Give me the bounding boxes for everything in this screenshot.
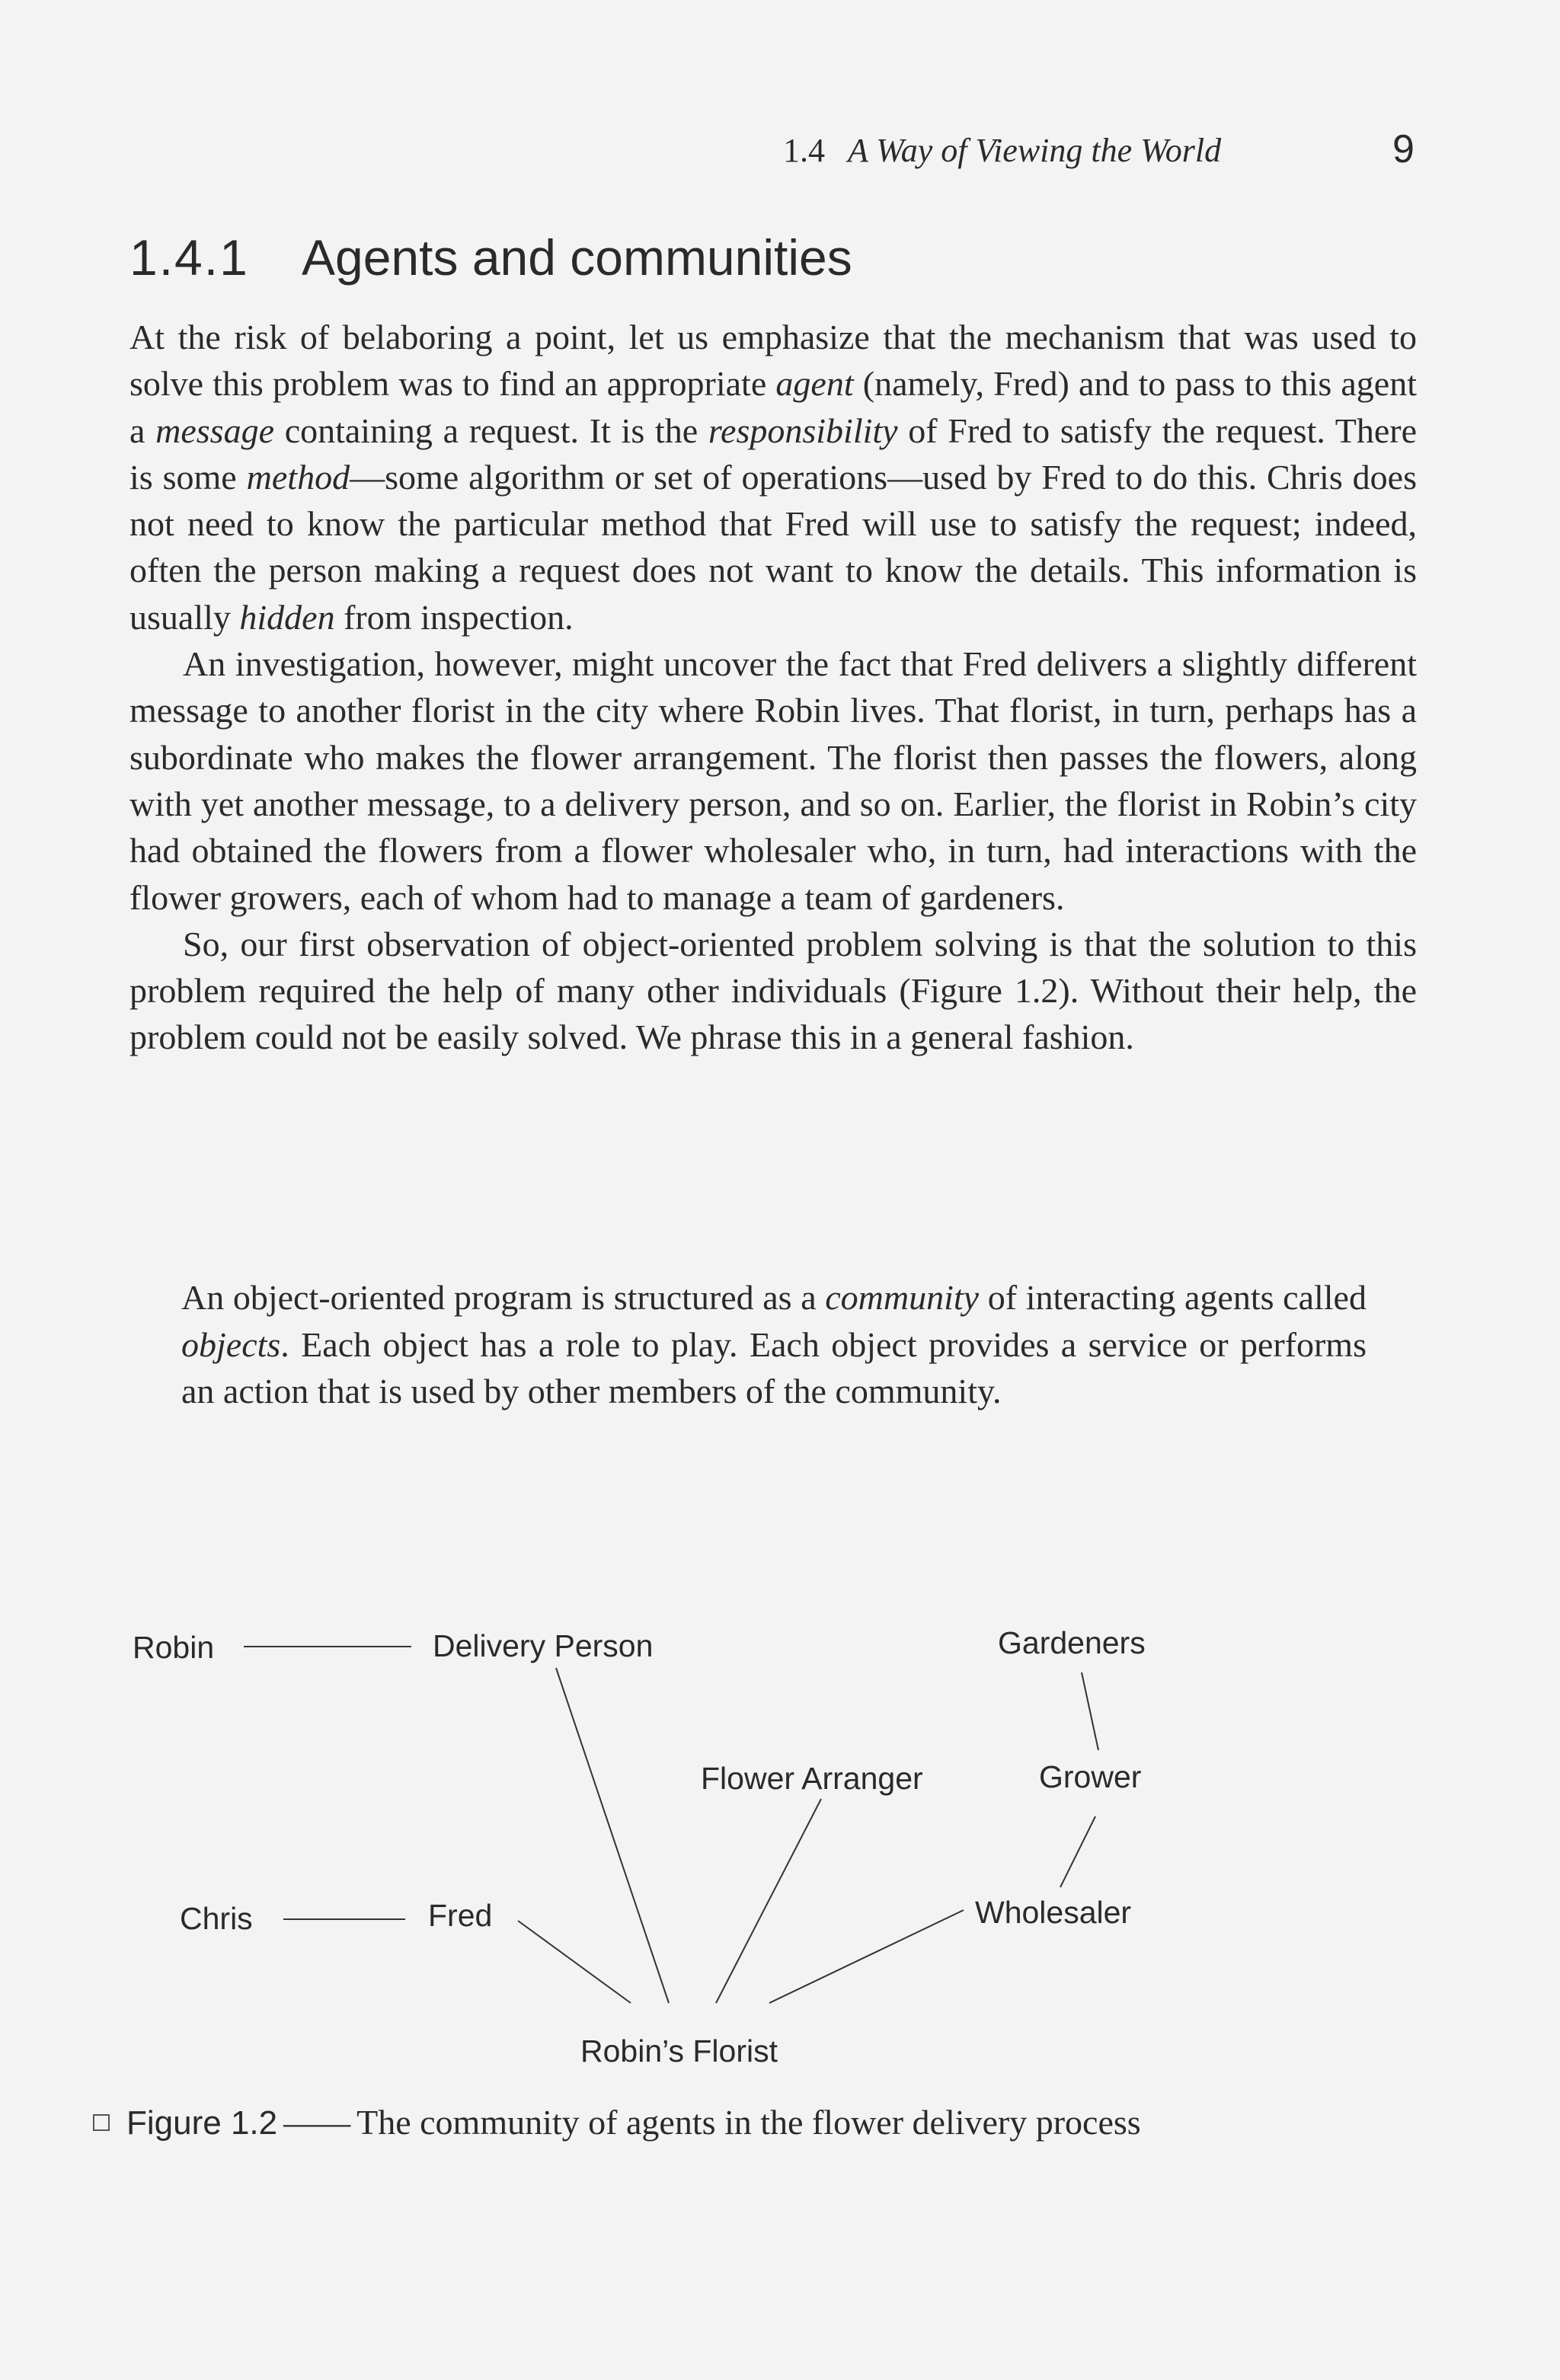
- paragraph: [129, 314, 1417, 641]
- running-head: [783, 127, 1423, 171]
- node-wholesaler: Wholesaler: [975, 1895, 1132, 1930]
- node-grower: Grower: [1039, 1759, 1142, 1794]
- node-chris: Chris: [180, 1901, 253, 1936]
- principle-quote: [181, 1274, 1367, 1415]
- emphasized-term: responsibility: [708, 411, 898, 450]
- text-run: (namely, Fred) and to pass to this agent a: [129, 364, 1418, 450]
- node-robin: Robin: [133, 1630, 215, 1665]
- edge-grower-wholesaler: [1060, 1816, 1095, 1887]
- text-run: So, our first observation of object-oriented problem solving is that the solution to this problem required the help of many other individuals (Figure 1.2). Without their help, the problem could not be easily solved. We phrase this in a general fashion.: [129, 924, 1417, 1057]
- figure-marker-icon: [93, 2114, 110, 2131]
- paragraph: [129, 921, 1417, 1061]
- section-title: Agents and communities: [302, 229, 852, 286]
- quote-paragraph: [181, 1274, 1367, 1415]
- page-number: 9: [1392, 127, 1415, 171]
- text-run: . Each object has a role to play. Each object provides a service or performs an action that is used by other members of the community.: [181, 1324, 1367, 1410]
- section-heading: [129, 228, 852, 286]
- node-fred: Fred: [428, 1898, 493, 1933]
- edge-delivery-person-florist: [556, 1668, 669, 2003]
- node-gardeners: Gardeners: [998, 1625, 1146, 1660]
- section-number: 1.4.1: [129, 229, 249, 286]
- figure-label: Figure 1.2: [126, 2104, 278, 2142]
- node-flower-arranger: Flower Arranger: [701, 1761, 923, 1796]
- text-run: containing a request. It is the: [273, 411, 708, 450]
- text-run: of interacting agents called: [979, 1278, 1367, 1317]
- edge-wholesaler-florist: [769, 1910, 964, 2003]
- edge-fred-florist: [518, 1921, 631, 2003]
- emphasized-term: method: [246, 457, 350, 497]
- node-robins-florist: Robin’s Florist: [580, 2033, 778, 2069]
- text-run: At the risk of belaboring a point, let us emphasize that the mechanism that was used to solve this problem was to find an appropriate: [129, 318, 1417, 404]
- running-head-section-title: A Way of Viewing the World: [848, 132, 1222, 169]
- emphasized-term: message: [155, 411, 274, 450]
- emphasized-term: hidden: [239, 597, 335, 637]
- text-run: —some algorithm or set of operations—used by Fred to do this. Chris does not need to know the particular method that Fred will use to satisfy the request; indeed, often the person making a request does not want to know the details. This information is usually: [129, 457, 1417, 637]
- text-run: from inspection.: [334, 597, 574, 637]
- text-run: An object-oriented program is structured as a: [181, 1278, 826, 1317]
- emphasized-term: objects: [181, 1324, 281, 1364]
- figure-caption: [93, 2102, 1141, 2142]
- caption-dash: ——: [283, 2104, 351, 2142]
- text-run: of Fred to satisfy the request. There is some: [129, 411, 1417, 497]
- edge-gardeners-grower: [1082, 1672, 1098, 1750]
- emphasized-term: agent: [775, 364, 854, 404]
- running-head-section-number: 1.4: [783, 132, 825, 169]
- body-text: [129, 314, 1417, 1061]
- text-run: An investigation, however, might uncover the fact that Fred delivers a slightly different message to another florist in the city where Robin lives. That florist, in turn, perhaps has a subordinate who makes the flower arrangement. The florist then passes the flowers, along with yet another message, to a delivery person, and so on. Earlier, the florist in Robin’s city had obtained the flowers from a flower wholesaler who, in turn, had interactions with the flower growers, each of whom had to manage a team of gardeners.: [129, 644, 1417, 917]
- node-delivery-person: Delivery Person: [433, 1628, 654, 1663]
- caption-text: The community of agents in the flower delivery process: [356, 2103, 1141, 2142]
- paragraph: [129, 641, 1417, 921]
- edge-flower-arranger-florist: [716, 1799, 821, 2003]
- emphasized-term: community: [825, 1278, 980, 1317]
